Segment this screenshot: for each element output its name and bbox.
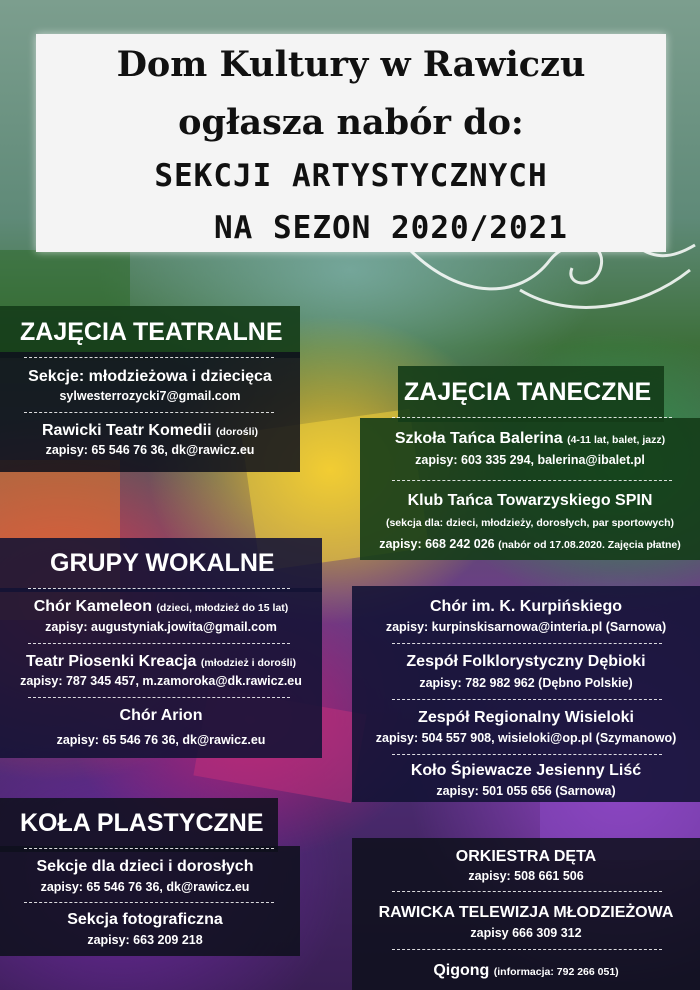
separator (392, 754, 662, 755)
separator (24, 412, 274, 413)
separator (28, 697, 290, 698)
header-subtitle: ogłasza nabór do: (178, 102, 524, 143)
teatralne-section-name: Sekcje: młodzieżowa i dziecięca (28, 368, 272, 385)
teatralne-section-name (0, 422, 300, 440)
taneczne-section-name (360, 430, 700, 448)
chory-section-name: Chór im. K. Kurpińskiego (429, 598, 622, 615)
teatralne-section-contact: zapisy: 65 546 76 36, dk@rawicz.eu (45, 443, 255, 457)
taneczne-section-title: Szkoła Tańca Balerina (394, 430, 563, 447)
taneczne-section-note: (sekcja dla: dzieci, młodzieży, dorosłych, par sportowych) (385, 517, 675, 529)
chory-section-name: Koło Śpiewacze Jesienny Liść (410, 762, 642, 779)
plastyczne-section-contact: zapisy: 663 209 218 (87, 933, 203, 947)
header-title: Dom Kultury w Rawiczu (116, 44, 586, 85)
inne-section-name: ORKIESTRA DĘTA (455, 848, 597, 865)
taneczne-section-contact: zapisy: 603 335 294, balerina@ibalet.pl (415, 453, 645, 467)
taneczne-section-name: Klub Tańca Towarzyskiego SPIN (407, 492, 653, 509)
wokalne-section-title: Chór Kameleon (33, 598, 152, 615)
inne-section-name: RAWICKA TELEWIZJA MŁODZIEŻOWA (378, 904, 674, 921)
taneczne-contact-text: zapisy: 668 242 026 (379, 537, 495, 551)
separator (392, 891, 662, 892)
taneczne-contact-note: (nabór od 17.08.2020. Zajęcia płatne) (498, 539, 681, 551)
wokalne-title: GRUPY WOKALNE (50, 549, 275, 577)
bg-streak-green (0, 250, 130, 310)
chory-section-contact: zapisy: 504 557 908, wisieloki@op.pl (Szymanowo) (375, 731, 677, 745)
wokalne-section-note: (młodzież i dorośli) (200, 657, 296, 669)
header-season: NA SEZON 2020/2021 (214, 210, 568, 246)
wokalne-section-title: Teatr Piosenki Kreacja (26, 653, 197, 670)
plastyczne-title: KOŁA PLASTYCZNE (20, 809, 264, 837)
separator (392, 417, 672, 418)
inne-section-contact: zapisy 666 309 312 (470, 926, 582, 940)
teatralne-section-title: Rawicki Teatr Komedii (42, 422, 212, 439)
taneczne-section-note: (4-11 lat, balet, jazz) (567, 434, 666, 446)
teatralne-title: ZAJĘCIA TEATRALNE (20, 318, 283, 346)
chory-section-contact: zapisy: 782 982 962 (Dębno Polskie) (419, 676, 633, 690)
plastyczne-section-name: Sekcja fotograficzna (67, 911, 223, 928)
inne-section-title: Qigong (433, 962, 490, 979)
wokalne-section-name: Chór Arion (119, 707, 203, 724)
header-sections: SEKCJI ARTYSTYCZNYCH (154, 158, 548, 194)
separator (392, 699, 662, 700)
plastyczne-section-name: Sekcje dla dzieci i dorosłych (36, 858, 254, 875)
separator (392, 643, 662, 644)
separator (28, 643, 290, 644)
teatralne-section-contact: sylwesterrozycki7@gmail.com (59, 389, 241, 403)
chory-section-name: Zespół Folklorystyczny Dębioki (406, 653, 646, 670)
wokalne-section-name (0, 598, 322, 616)
inne-section-name (352, 962, 700, 980)
wokalne-section-contact: zapisy: augustyniak.jowita@gmail.com (45, 620, 277, 634)
separator (24, 848, 274, 849)
taneczne-title: ZAJĘCIA TANECZNE (404, 378, 652, 406)
separator (392, 480, 672, 481)
plastyczne-section-contact: zapisy: 65 546 76 36, dk@rawicz.eu (40, 880, 250, 894)
separator (28, 588, 290, 589)
wokalne-section-contact: zapisy: 65 546 76 36, dk@rawicz.eu (56, 733, 266, 747)
header-banner (36, 34, 666, 252)
separator (24, 902, 274, 903)
teatralne-section-note: (dorośli) (215, 426, 258, 438)
taneczne-section-contact (360, 537, 700, 551)
inne-section-contact: zapisy: 508 661 506 (468, 869, 584, 883)
wokalne-section-contact: zapisy: 787 345 457, m.zamoroka@dk.rawicz.eu (20, 674, 302, 688)
wokalne-section-name (0, 653, 322, 671)
chory-section-contact: zapisy: kurpinskisarnowa@interia.pl (Sarnowa) (385, 620, 667, 634)
wokalne-section-note: (dzieci, młodzież do 15 lat) (156, 602, 289, 614)
separator (392, 949, 662, 950)
chory-section-contact: zapisy: 501 055 656 (Sarnowa) (436, 784, 616, 798)
inne-section-note: (informacja: 792 266 051) (493, 966, 619, 978)
chory-section-name: Zespół Regionalny Wisieloki (418, 709, 634, 726)
separator (24, 357, 274, 358)
